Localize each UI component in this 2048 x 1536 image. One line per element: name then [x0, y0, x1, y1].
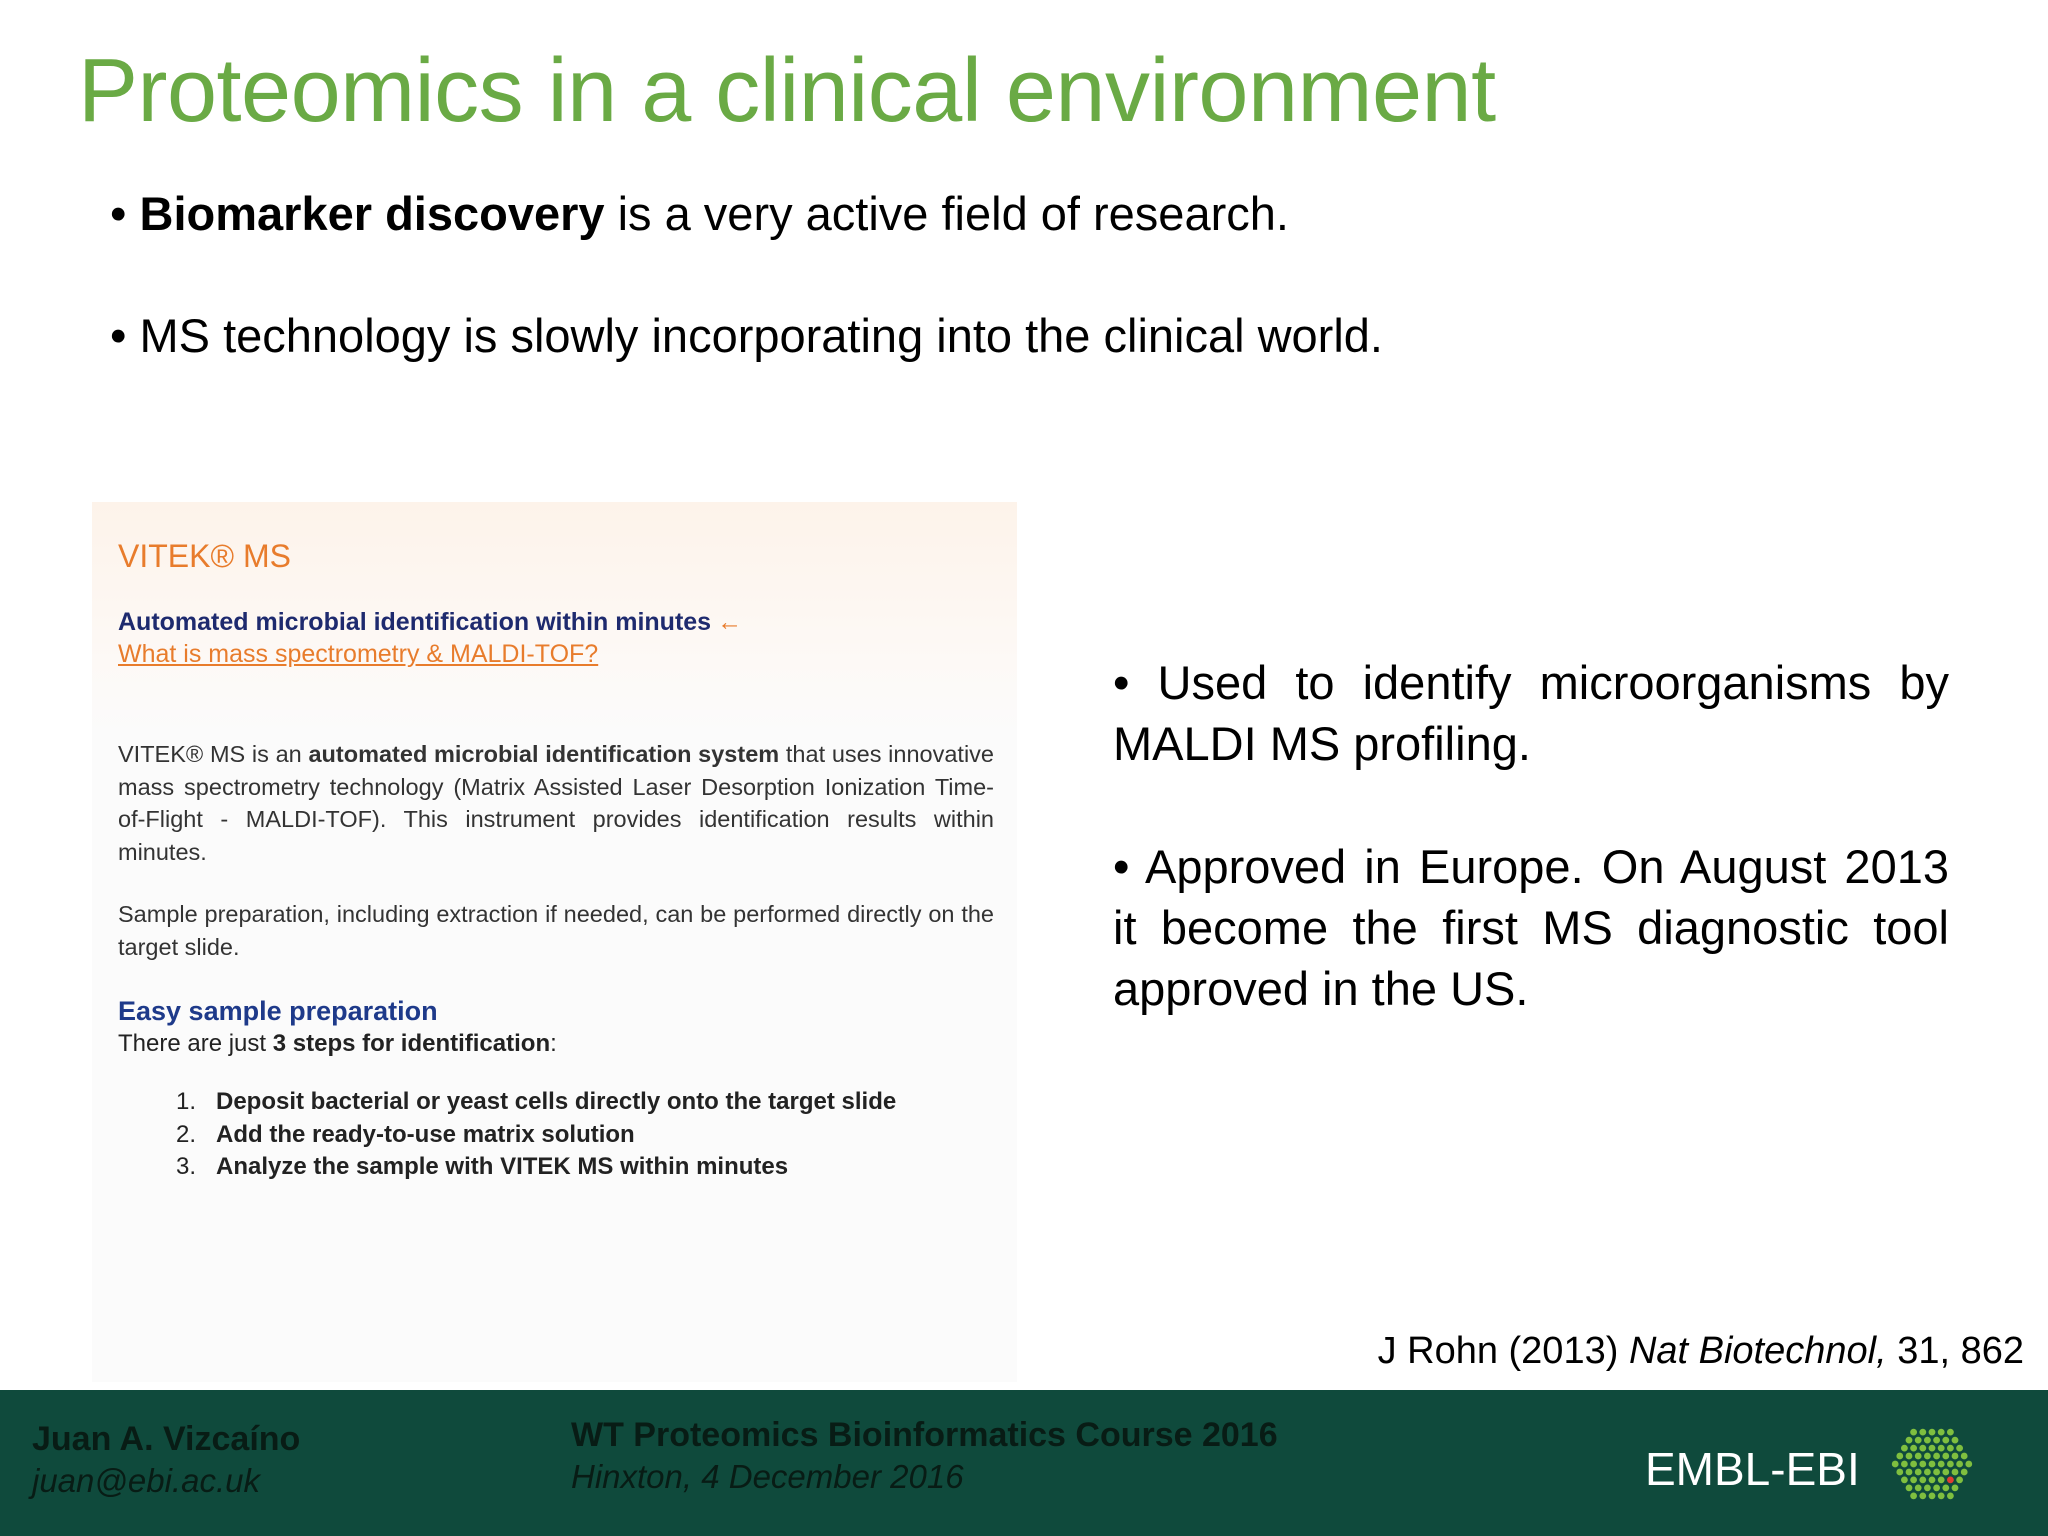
bullet-marker: • [110, 309, 140, 362]
bullet-marker: • [110, 187, 140, 240]
snippet-section-heading: Easy sample preparation [118, 996, 438, 1026]
logo-dot [1919, 1477, 1926, 1484]
presenter-email: juan@ebi.ac.uk [32, 1462, 260, 1499]
logo-dot [1915, 1453, 1922, 1460]
logo-dot [1947, 1477, 1954, 1484]
logo-dot [1901, 1477, 1908, 1484]
logo-dot [1901, 1461, 1908, 1468]
logo-dot [1938, 1445, 1945, 1452]
embl-ebi-logo-text: EMBL-EBI [1645, 1443, 1860, 1495]
steps-bold: 3 steps for identification [272, 1030, 551, 1057]
list-item [176, 1086, 896, 1119]
steps-post: : [550, 1030, 557, 1057]
logo-dot [1947, 1429, 1954, 1436]
logo-dot [1929, 1493, 1936, 1500]
logo-dot [1965, 1461, 1972, 1468]
logo-dot [1933, 1437, 1940, 1444]
logo-dot [1910, 1493, 1917, 1500]
logo-dot [1929, 1477, 1936, 1484]
logo-dot [1933, 1453, 1940, 1460]
logo-dot [1910, 1461, 1917, 1468]
maldi-tof-link[interactable]: What is mass spectrometry & MALDI-TOF? [118, 640, 599, 668]
logo-dot [1924, 1453, 1931, 1460]
logo-dot [1929, 1445, 1936, 1452]
snippet-heading: VITEK® MS [118, 538, 291, 574]
bullet-bold-term: Biomarker discovery [139, 187, 605, 240]
logo-dot [1910, 1445, 1917, 1452]
logo-dot [1942, 1453, 1949, 1460]
slide-title: Proteomics in a clinical environment [78, 41, 1496, 141]
bullet-text: MS technology is slowly incorporating into the clinical world. [139, 309, 1383, 362]
snippet-subheading [118, 608, 742, 637]
logo-dot [1933, 1469, 1940, 1476]
logo-dot [1938, 1493, 1945, 1500]
logo-dot [1910, 1429, 1917, 1436]
snippet-steps-intro [118, 1030, 557, 1058]
citation-ref: 31, 862 [1886, 1330, 2024, 1372]
course-date: Hinxton, 4 December 2016 [571, 1458, 964, 1495]
logo-dot [1947, 1493, 1954, 1500]
logo-dot [1942, 1485, 1949, 1492]
bullet-text: is a very active field of research. [604, 187, 1289, 240]
embl-ebi-hexagon-icon [1882, 1412, 1982, 1516]
list-item-text: Deposit bacterial or yeast cells directly onto the target slide [216, 1088, 897, 1115]
list-item-text: Add the ready-to-use matrix solution [216, 1120, 635, 1148]
logo-dot [1952, 1469, 1959, 1476]
logo-dot [1915, 1437, 1922, 1444]
citation-journal: Nat Biotechnol, [1628, 1330, 1887, 1372]
logo-dot [1942, 1437, 1949, 1444]
logo-dot [1906, 1469, 1913, 1476]
logo-dot [1906, 1453, 1913, 1460]
logo-dot [1901, 1445, 1908, 1452]
logo-dot [1910, 1477, 1917, 1484]
logo-dot [1906, 1485, 1913, 1492]
logo-dot [1924, 1469, 1931, 1476]
logo-dot [1892, 1461, 1899, 1468]
logo-dot [1919, 1445, 1926, 1452]
logo-dot [1942, 1469, 1949, 1476]
snippet-paragraph-2: Sample preparation, including extraction if needed, can be performed directly on the target slide. [118, 901, 994, 960]
citation-authors: J Rohn (2013) [1377, 1330, 1629, 1372]
logo-dot [1956, 1477, 1963, 1484]
list-item-number: 1. [176, 1088, 197, 1115]
steps-pre: There are just [118, 1030, 273, 1057]
logo-dot [1929, 1461, 1936, 1468]
logo-dot [1933, 1485, 1940, 1492]
snippet-subheading-text: Automated microbial identification within minutes [118, 608, 712, 636]
bullet-identify-microorganisms: • Used to identify microorganisms by MALDI MS profiling. [1113, 656, 1949, 770]
list-item-number: 2. [176, 1120, 197, 1148]
logo-dot [1896, 1469, 1903, 1476]
logo-dot [1952, 1485, 1959, 1492]
logo-dot [1947, 1461, 1954, 1468]
logo-dot [1929, 1429, 1936, 1436]
logo-dot [1938, 1429, 1945, 1436]
logo-dot [1956, 1461, 1963, 1468]
logo-dot [1956, 1445, 1963, 1452]
bullet-approved: • Approved in Europe. On August 2013 it become the first MS diagnostic tool approved in the US. [1113, 840, 1949, 1015]
bullet-biomarker [110, 186, 1289, 241]
para1-bold: automated microbial identification system [308, 741, 780, 767]
vitek-ms-web-snippet [92, 502, 1017, 1382]
list-item-number: 3. [176, 1153, 197, 1180]
list-item [176, 1119, 896, 1152]
logo-dot [1924, 1485, 1931, 1492]
logo-dot [1938, 1477, 1945, 1484]
logo-dot [1961, 1469, 1968, 1476]
course-title: WT Proteomics Bioinformatics Course 2016 [571, 1416, 1278, 1454]
logo-dot [1947, 1445, 1954, 1452]
logo-dot [1952, 1453, 1959, 1460]
logo-dot [1919, 1461, 1926, 1468]
list-item-text: Analyze the sample with VITEK MS within minutes [216, 1153, 789, 1180]
para1-pre: VITEK® MS is an [118, 741, 309, 767]
logo-dot [1952, 1437, 1959, 1444]
logo-dot [1919, 1429, 1926, 1436]
snippet-paragraph-1 [118, 738, 994, 868]
logo-dot [1915, 1485, 1922, 1492]
logo-dot [1919, 1493, 1926, 1500]
arrow-left-icon: ← [717, 608, 743, 636]
logo-dot [1896, 1453, 1903, 1460]
logo-dot [1924, 1437, 1931, 1444]
logo-dot [1906, 1437, 1913, 1444]
logo-dot [1915, 1469, 1922, 1476]
logo-dot [1961, 1453, 1968, 1460]
presenter-name: Juan A. Vizcaíno [32, 1420, 301, 1458]
bullet-ms-technology [110, 308, 1383, 363]
footer [0, 1390, 2048, 1536]
para1-post: that uses innovative mass spectrometry technology (Matrix Assisted Laser Desorption Ionization Time-of-Flight - MALDI-TOF). This instrument provides identification results within minutes. [118, 741, 994, 865]
list-item [176, 1151, 896, 1184]
logo-dot [1938, 1461, 1945, 1468]
snippet-steps-list [176, 1086, 896, 1184]
citation [1378, 1330, 2024, 1373]
